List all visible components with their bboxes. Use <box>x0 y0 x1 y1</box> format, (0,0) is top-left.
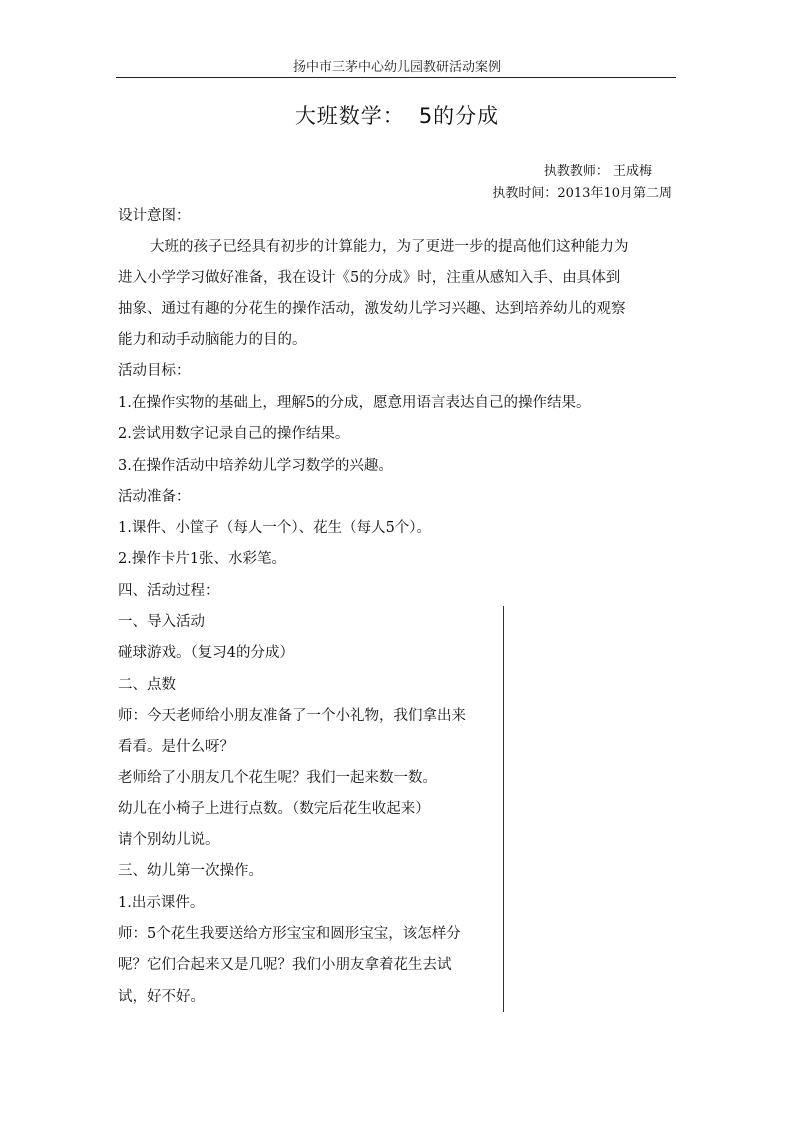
process-line: 请个别幼儿说。 <box>118 832 220 848</box>
design-line: 抽象、通过有趣的分花生的操作活动，激发幼儿学习兴趣、达到培养幼儿的观察 <box>118 301 626 317</box>
goal-item: 1.在操作实物的基础上，理解5的分成，愿意用语言表达自己的操作结果。 <box>118 395 591 411</box>
process-line: 碰球游戏。（复习4的分成） <box>118 645 294 661</box>
process-heading: 四、活动过程： <box>118 583 220 599</box>
title-main: 大班数学： <box>294 104 405 128</box>
goals-heading: 活动目标： <box>118 363 191 379</box>
page-header: 扬中市三茅中心幼儿园教研活动案例 <box>292 60 501 75</box>
process-line: 二、点数 <box>118 677 176 693</box>
design-line: 能力和动手动脑能力的目的。 <box>118 332 307 348</box>
goal-item: 2.尝试用数字记录自己的操作结果。 <box>118 426 350 442</box>
process-line: 呢？它们合起来又是几呢？我们小朋友拿着花生去试 <box>118 957 452 973</box>
teacher-line: 执教教师： 王成梅 <box>543 164 652 179</box>
column-divider <box>503 606 504 1012</box>
process-line: 幼儿在小椅子上进行点数。（数完后花生收起来） <box>118 801 430 817</box>
time-line: 执教时间：2013年10月第二周 <box>492 186 672 201</box>
process-line: 师：今天老师给小朋友准备了一个小礼物，我们拿出来 <box>118 708 466 724</box>
goal-item: 3.在操作活动中培养幼儿学习数学的兴趣。 <box>118 458 393 474</box>
prep-heading: 活动准备： <box>118 489 191 505</box>
prep-item: 2.操作卡片1张、水彩笔。 <box>118 551 287 567</box>
prep-item: 1.课件、小筐子（每人一个）、花生（每人5个）。 <box>118 520 432 536</box>
design-line: 进入小学学习做好准备，我在设计《5的分成》时，注重从感知入手、由具体到 <box>118 270 621 286</box>
process-line: 试，好不好。 <box>118 989 205 1005</box>
process-line: 一、导入活动 <box>118 614 205 630</box>
process-line: 看看。是什么呀？ <box>118 739 234 755</box>
document-title <box>0 100 794 130</box>
title-num: 5的分成 <box>418 104 500 128</box>
process-line: 1.出示课件。 <box>118 895 205 911</box>
process-line: 师：5个花生我要送给方形宝宝和圆形宝宝，该怎样分 <box>118 926 461 942</box>
design-heading: 设计意图： <box>118 208 191 224</box>
design-line: 大班的孩子已经具有初步的计算能力，为了更进一步的提高他们这种能力为 <box>150 239 629 255</box>
header-divider <box>116 77 676 78</box>
process-line: 三、幼儿第一次操作。 <box>118 863 263 879</box>
process-line: 老师给了小朋友几个花生呢？我们一起来数一数。 <box>118 770 437 786</box>
